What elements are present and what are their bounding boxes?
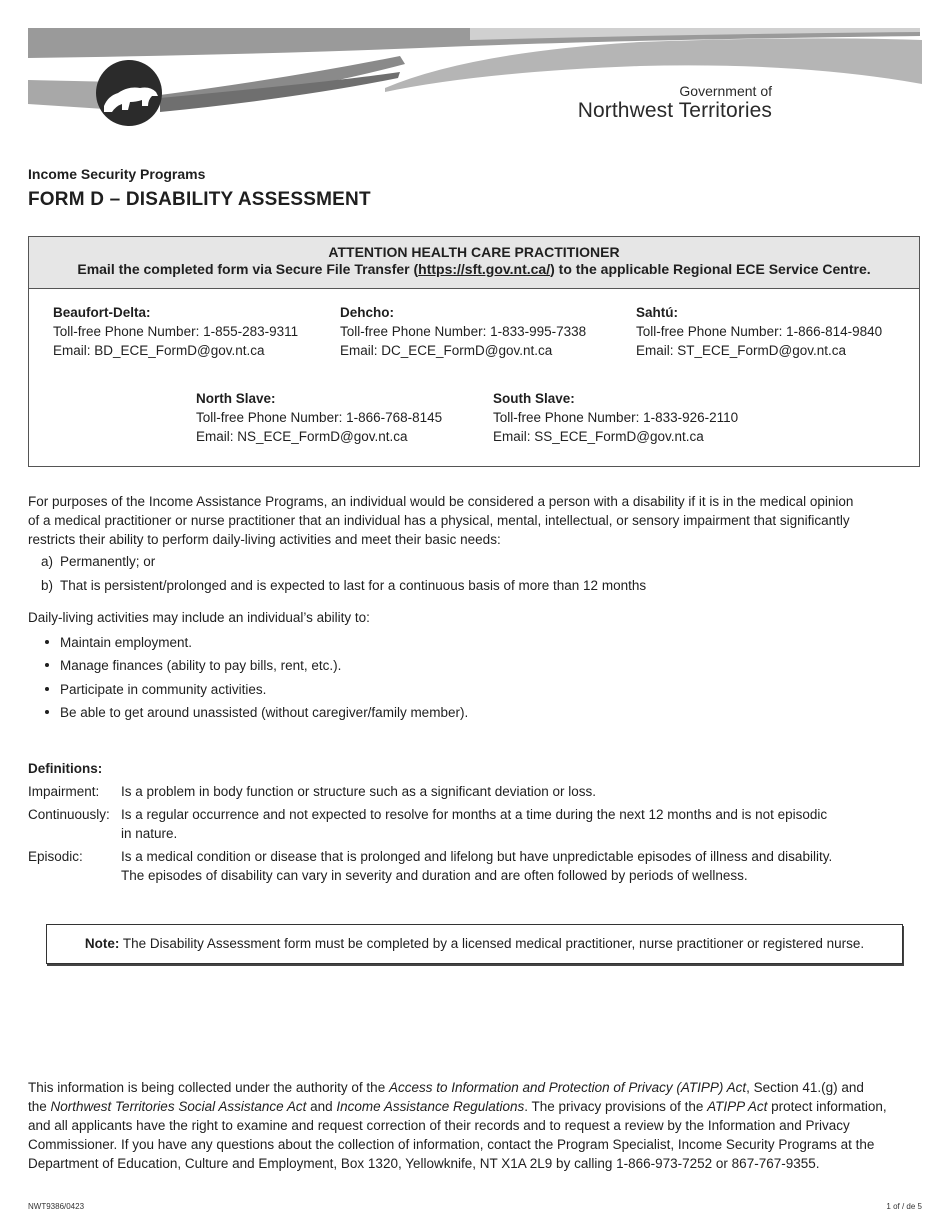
bullet-icon xyxy=(45,663,49,667)
privacy-line: Department of Education, Culture and Employment, Box 1320, Yellowknife, NT X1A 2L9 by calling 1-866-973-7252 or 867-767-9355. xyxy=(28,1156,820,1171)
definition-line: in nature. xyxy=(121,826,178,841)
region-email[interactable]: Email: DC_ECE_FormD@gov.nt.ca xyxy=(340,343,553,358)
region-name: South Slave: xyxy=(493,391,575,406)
daily-living-item: Manage finances (ability to pay bills, rent, etc.). xyxy=(60,658,342,673)
region-north-slave xyxy=(196,389,442,446)
instruction-post: ) to the applicable Regional ECE Service Centre. xyxy=(550,261,871,277)
attention-instruction xyxy=(29,261,919,277)
note-box xyxy=(46,924,903,964)
daily-living-item: Participate in community activities. xyxy=(60,682,267,697)
region-name: North Slave: xyxy=(196,391,276,406)
intro-line: For purposes of the Income Assistance Programs, an individual would be considered a person with a disability if it is in the medical opinion xyxy=(28,494,854,509)
definitions-heading: Definitions: xyxy=(28,761,103,776)
definition-term: Episodic: xyxy=(28,849,83,864)
region-phone: Toll-free Phone Number: 1-866-814-9840 xyxy=(636,324,883,339)
intro-line: of a medical practitioner or nurse practitioner that an individual has a physical, mental, intellectual, or sensory impairment that significantly xyxy=(28,513,850,528)
privacy-line xyxy=(28,1078,928,1097)
privacy-text: , Section 41.(g) and xyxy=(746,1080,864,1095)
region-email[interactable]: Email: SS_ECE_FormD@gov.nt.ca xyxy=(493,429,704,444)
intro-paragraph xyxy=(28,492,928,549)
definition-line: Is a medical condition or disease that is prolonged and lifelong but have unpredictable episodes of illness and disability. xyxy=(121,849,833,864)
privacy-text: the xyxy=(28,1099,51,1114)
region-sahtu xyxy=(636,303,882,360)
page-number: 1 of / de 5 xyxy=(886,1202,922,1211)
region-email[interactable]: Email: ST_ECE_FormD@gov.nt.ca xyxy=(636,343,847,358)
program-name: Income Security Programs xyxy=(28,166,206,182)
region-phone: Toll-free Phone Number: 1-833-926-2110 xyxy=(493,410,739,425)
intro-line: restricts their ability to perform daily-living activities and meet their basic needs: xyxy=(28,532,501,547)
definition-text xyxy=(121,805,881,843)
government-of-label: Government of xyxy=(679,83,772,99)
privacy-line xyxy=(28,1097,928,1116)
condition-text: Permanently; or xyxy=(60,554,156,569)
region-beaufort-delta xyxy=(53,303,298,360)
definition-text xyxy=(121,847,881,885)
definition-line: Is a regular occurrence and not expected to resolve for months at a time during the next 12 months and is not episodic xyxy=(121,807,828,822)
region-phone: Toll-free Phone Number: 1-866-768-8145 xyxy=(196,410,443,425)
privacy-line: and all applicants have the right to examine and request correction of their records and to request a review by the Information and Privacy xyxy=(28,1118,850,1133)
attention-heading: ATTENTION HEALTH CARE PRACTITIONER xyxy=(328,244,620,260)
bullet-icon xyxy=(45,687,49,691)
privacy-text: protect information, xyxy=(767,1099,887,1114)
daily-living-lead: Daily-living activities may include an individual’s ability to: xyxy=(28,610,370,625)
condition-text: That is persistent/prolonged and is expected to last for a continuous basis of more than 12 months xyxy=(60,578,647,593)
region-email[interactable]: Email: BD_ECE_FormD@gov.nt.ca xyxy=(53,343,265,358)
instruction-pre: Email the completed form via Secure File Transfer ( xyxy=(77,261,419,277)
government-name-wordmark: Northwest Territories xyxy=(577,99,772,122)
definition-line: The episodes of disability can vary in severity and duration and are often followed by periods of wellness. xyxy=(121,868,748,883)
privacy-text: . The privacy provisions of the xyxy=(524,1099,708,1114)
attention-box xyxy=(28,236,920,467)
privacy-text: This information is being collected under the authority of the xyxy=(28,1080,389,1095)
definition-term: Continuously: xyxy=(28,807,110,822)
region-phone: Toll-free Phone Number: 1-833-995-7338 xyxy=(340,324,587,339)
bullet-icon xyxy=(45,710,49,714)
condition-marker: b) xyxy=(41,578,54,593)
polar-bear-logo-icon xyxy=(96,60,162,126)
region-phone: Toll-free Phone Number: 1-855-283-9311 xyxy=(53,324,299,339)
header-banner xyxy=(0,0,950,130)
daily-living-item: Be able to get around unassisted (without caregiver/family member). xyxy=(60,705,469,720)
region-dehcho xyxy=(340,303,586,360)
region-email[interactable]: Email: NS_ECE_FormD@gov.nt.ca xyxy=(196,429,408,444)
region-name: Beaufort-Delta: xyxy=(53,305,151,320)
privacy-regulation-name: Income Assistance Regulations xyxy=(336,1099,525,1114)
privacy-act-name: Access to Information and Protection of Privacy (ATIPP) Act xyxy=(388,1080,747,1095)
note-text: The Disability Assessment form must be completed by a licensed medical practitioner, nurse practitioner or registered nurse. xyxy=(119,936,865,951)
condition-marker: a) xyxy=(41,554,54,569)
privacy-act-name: Northwest Territories Social Assistance Act xyxy=(50,1099,307,1114)
form-title: FORM D – DISABILITY ASSESSMENT xyxy=(28,189,371,210)
definition-term: Impairment: xyxy=(28,784,100,799)
bullet-icon xyxy=(45,640,49,644)
daily-living-item: Maintain employment. xyxy=(60,635,193,650)
privacy-act-name: ATIPP Act xyxy=(707,1099,768,1114)
privacy-line: Commissioner. If you have any questions about the collection of information, contact the Program Specialist, Income Security Programs at the xyxy=(28,1137,875,1152)
region-name: Dehcho: xyxy=(340,305,394,320)
banner-swoosh-mid xyxy=(385,38,922,92)
secure-file-transfer-link[interactable]: https://sft.gov.nt.ca/ xyxy=(418,261,551,277)
region-south-slave xyxy=(493,389,738,446)
form-code: NWT9386/0423 xyxy=(28,1202,85,1211)
region-name: Sahtú: xyxy=(636,305,678,320)
definition-text xyxy=(121,782,881,801)
privacy-text: and xyxy=(306,1099,337,1114)
attention-header xyxy=(29,237,919,289)
privacy-notice xyxy=(28,1078,928,1173)
note-label: Note: xyxy=(84,936,120,951)
definition-line: Is a problem in body function or structure such as a significant deviation or loss. xyxy=(121,784,596,799)
